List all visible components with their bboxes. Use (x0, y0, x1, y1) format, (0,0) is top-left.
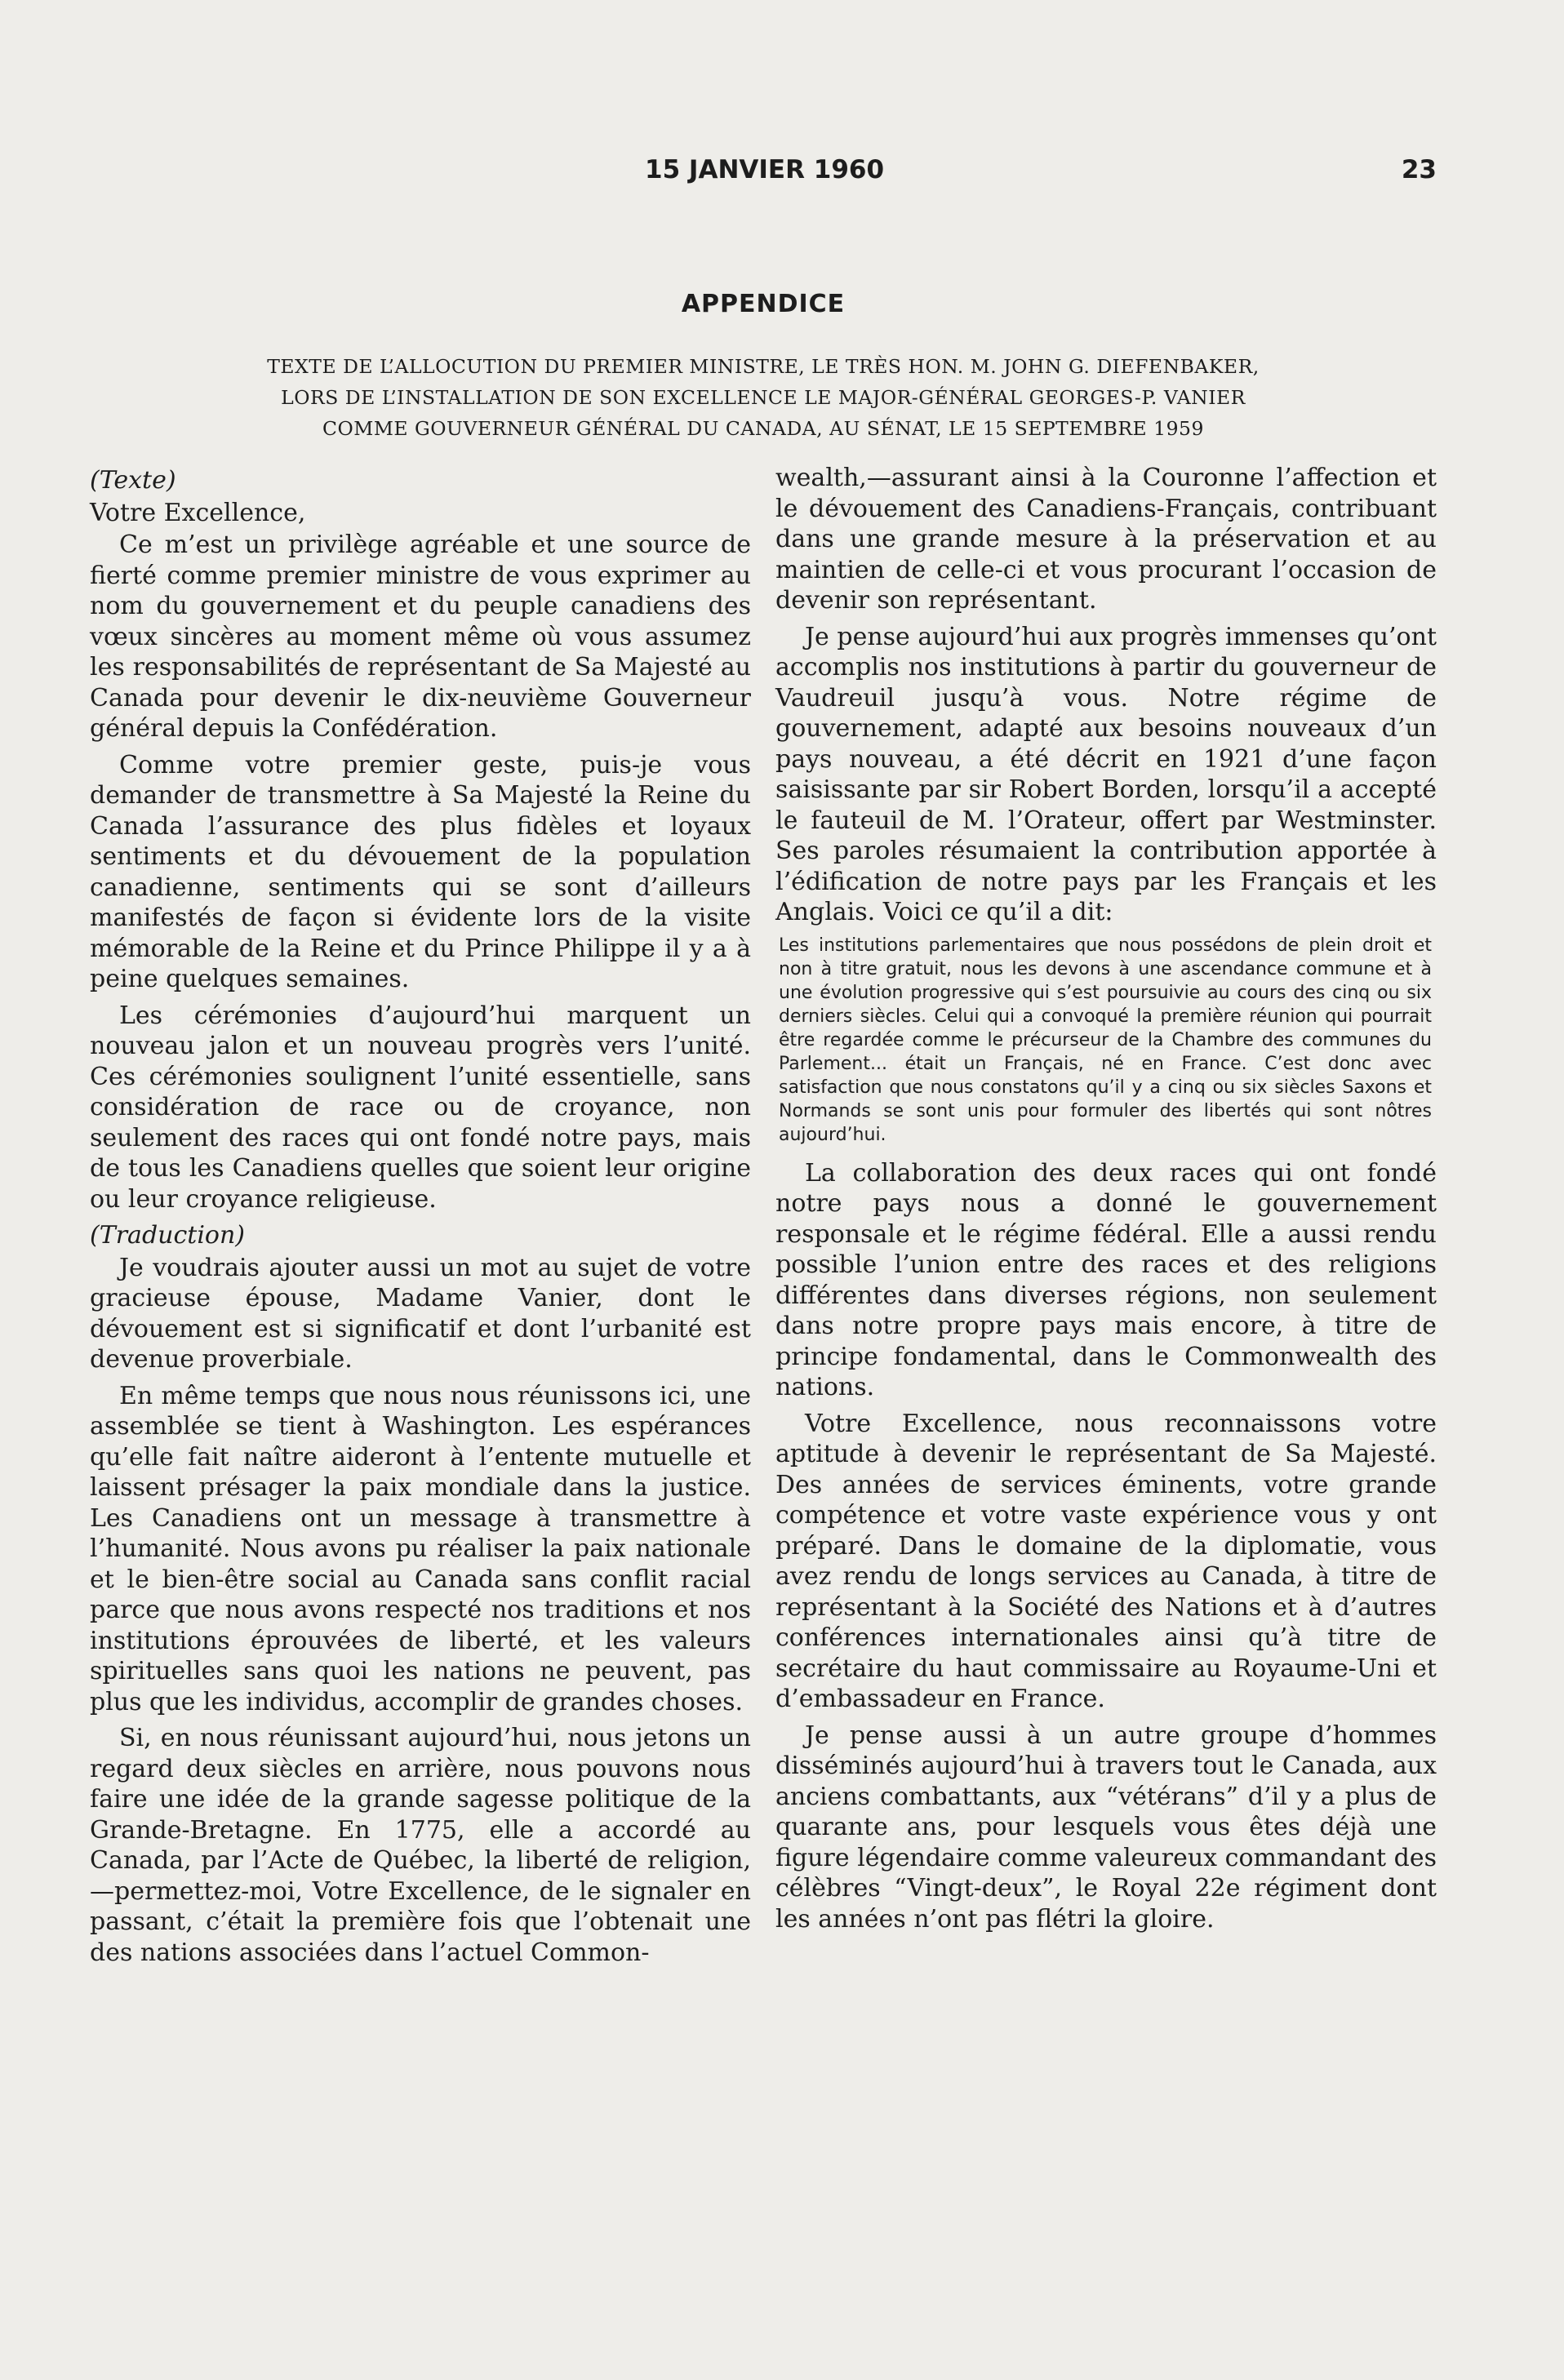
paragraph: Je pense aussi à un autre groupe d’hommes disséminés aujourd’hui à travers tout le Canada, aux anciens combattants, aux “vétérans” d’il y a plus de quarante ans, pour lesquels vous êtes déjà une figure légendaire comme valeureux commandant des célèbres “Vingt-deux”, le Royal 22e régiment dont les années n’ont pas flétri la gloire. (775, 1721, 1437, 1934)
appendix-title: APPENDICE (681, 290, 846, 318)
speech-subtitle (106, 351, 1420, 444)
paragraph: wealth,—assurant ainsi à la Couronne l’affection et le dévouement des Canadiens-Français, contribuant dans une grande mesure à la préservation et au maintien de celle-ci et vous procurant l’occasion de devenir son représentant. (775, 464, 1437, 615)
paragraph: Ce m’est un privilège agréable et une source de fierté comme premier ministre de vous exprimer au nom du gouvernement et du peuple canadiens des vœux sincères au moment même où vous assumez les responsabilités de représentant de Sa Majesté au Canada pour devenir le dix-neuvième Gouverneur général depuis la Confédération. (90, 531, 751, 743)
page-number: 23 (1401, 155, 1437, 184)
paragraph: Les cérémonies d’aujourd’hui marquent un nouveau jalon et un nouveau progrès vers l’unité. Ces cérémonies soulignent l’unité essentielle, sans considération de race ou de croyance, non seulement des races qui ont fondé notre pays, mais de tous les Canadiens quelles que soient leur origine ou leur croyance religieuse. (90, 1001, 751, 1214)
subtitle-line: LORS DE L’INSTALLATION DE SON EXCELLENCE LE MAJOR-GÉNÉRAL GEORGES-P. VANIER (281, 386, 1246, 409)
subtitle-line: COMME GOUVERNEUR GÉNÉRAL DU CANADA, AU SÉNAT, LE 15 SEPTEMBRE 1959 (322, 417, 1204, 440)
section-label-texte: (Texte) (90, 466, 176, 495)
paragraph: Comme votre premier geste, puis-je vous demander de transmettre à Sa Majesté la Reine du Canada l’assurance des plus fidèles et loyaux sentiments et du dévouement de la population canadienne, sentiments qui se sont d’ailleurs manifestés de façon si évidente lors de la visite mémorable de la Reine et du Prince Philippe il y a à peine quelques semaines. (90, 750, 751, 993)
paragraph: Si, en nous réunissant aujourd’hui, nous jetons un regard deux siècles en arrière, nous pouvons nous faire une idée de la grande sagesse politique de la Grande-Bretagne. En 1775, elle a accordé au Canada, par l’Acte de Québec, la liberté de religion,—permettez-moi, Votre Excellence, de le signaler en passant, c’était la première fois que l’obtenait une des nations associées dans l’actuel Common- (90, 1724, 751, 1967)
right-column (775, 463, 1437, 1940)
header-date: 15 JANVIER 1960 (645, 155, 885, 184)
paragraph: Votre Excellence, nous reconnaissons votre aptitude à devenir le représentant de Sa Majesté. Des années de services éminents, votre grande compétence et votre vaste expérience vous y ont préparé. Dans le domaine de la diplomatie, vous avez rendu de longs services au Canada, à titre de représentant à la Société des Nations et à d’autres conférences internationales ainsi qu’à titre de secrétaire du haut commissaire au Royaume-Uni et d’embassadeur en France. (775, 1409, 1437, 1713)
salutation: Votre Excellence, (90, 498, 306, 527)
block-quote: Les institutions parlementaires que nous possédons de plein droit et non à titre gratuit, nous les devons à une ascendance commune et à une évolution progressive qui s’est poursuivie au cours des cinq ou six derniers siècles. Celui qui a convoqué la première réunion qui pourrait être regardée comme le précurseur de la Chambre des communes du Parlement... était un Français, né en France. C’est donc avec satisfaction que nous constatons qu’il y a cinq ou six siècles Saxons et Normands se sont unis pour formuler des libertés qui sont nôtres aujourd’hui. (779, 935, 1432, 1145)
paragraph: Je voudrais ajouter aussi un mot au sujet de votre gracieuse épouse, Madame Vanier, dont le dévouement est si significatif et dont l’urbanité est devenue proverbiale. (90, 1253, 751, 1374)
paragraph: En même temps que nous nous réunissons ici, une assemblée se tient à Washington. Les espérances qu’elle fait naître aideront à l’entente mutuelle et laissent présager la paix mondiale dans la justice. Les Canadiens ont un message à transmettre à l’humanité. Nous avons pu réaliser la paix nationale et le bien-être social au Canada sans conflit racial parce que nous avons respecté nos traditions et nos institutions éprouvées de liberté, et les valeurs spirituelles sans quoi les nations ne peuvent, pas plus que les individus, accomplir de grandes choses. (90, 1381, 751, 1716)
paragraph: La collaboration des deux races qui ont fondé notre pays nous a donné le gouvernement responsale et le régime fédéral. Elle a aussi rendu possible l’union entre des races et des religions différentes dans diverses régions, non seulement dans notre propre pays mais encore, à titre de principe fondamental, dans le Commonwealth des nations. (775, 1158, 1437, 1401)
paragraph: Je pense aujourd’hui aux progrès immenses qu’ont accomplis nos institutions à partir du gouverneur de Vaudreuil jusqu’à vous. Notre régime de gouvernement, adapté aux besoins nouveaux d’un pays nouveau, a été décrit en 1921 d’une façon saisissante par sir Robert Borden, lorsqu’il a accepté le fauteuil de M. l’Orateur, offert par Westminster. Ses paroles résumaient la contribution apportée à l’édification de notre pays par les Français et les Anglais. Voici ce qu’il a dit: (775, 622, 1437, 926)
subtitle-line: TEXTE DE L’ALLOCUTION DU PREMIER MINISTRE, LE TRÈS HON. M. JOHN G. DIEFENBAKER, (267, 355, 1260, 378)
left-column (90, 465, 751, 1974)
section-label-traduction: (Traduction) (90, 1221, 246, 1250)
